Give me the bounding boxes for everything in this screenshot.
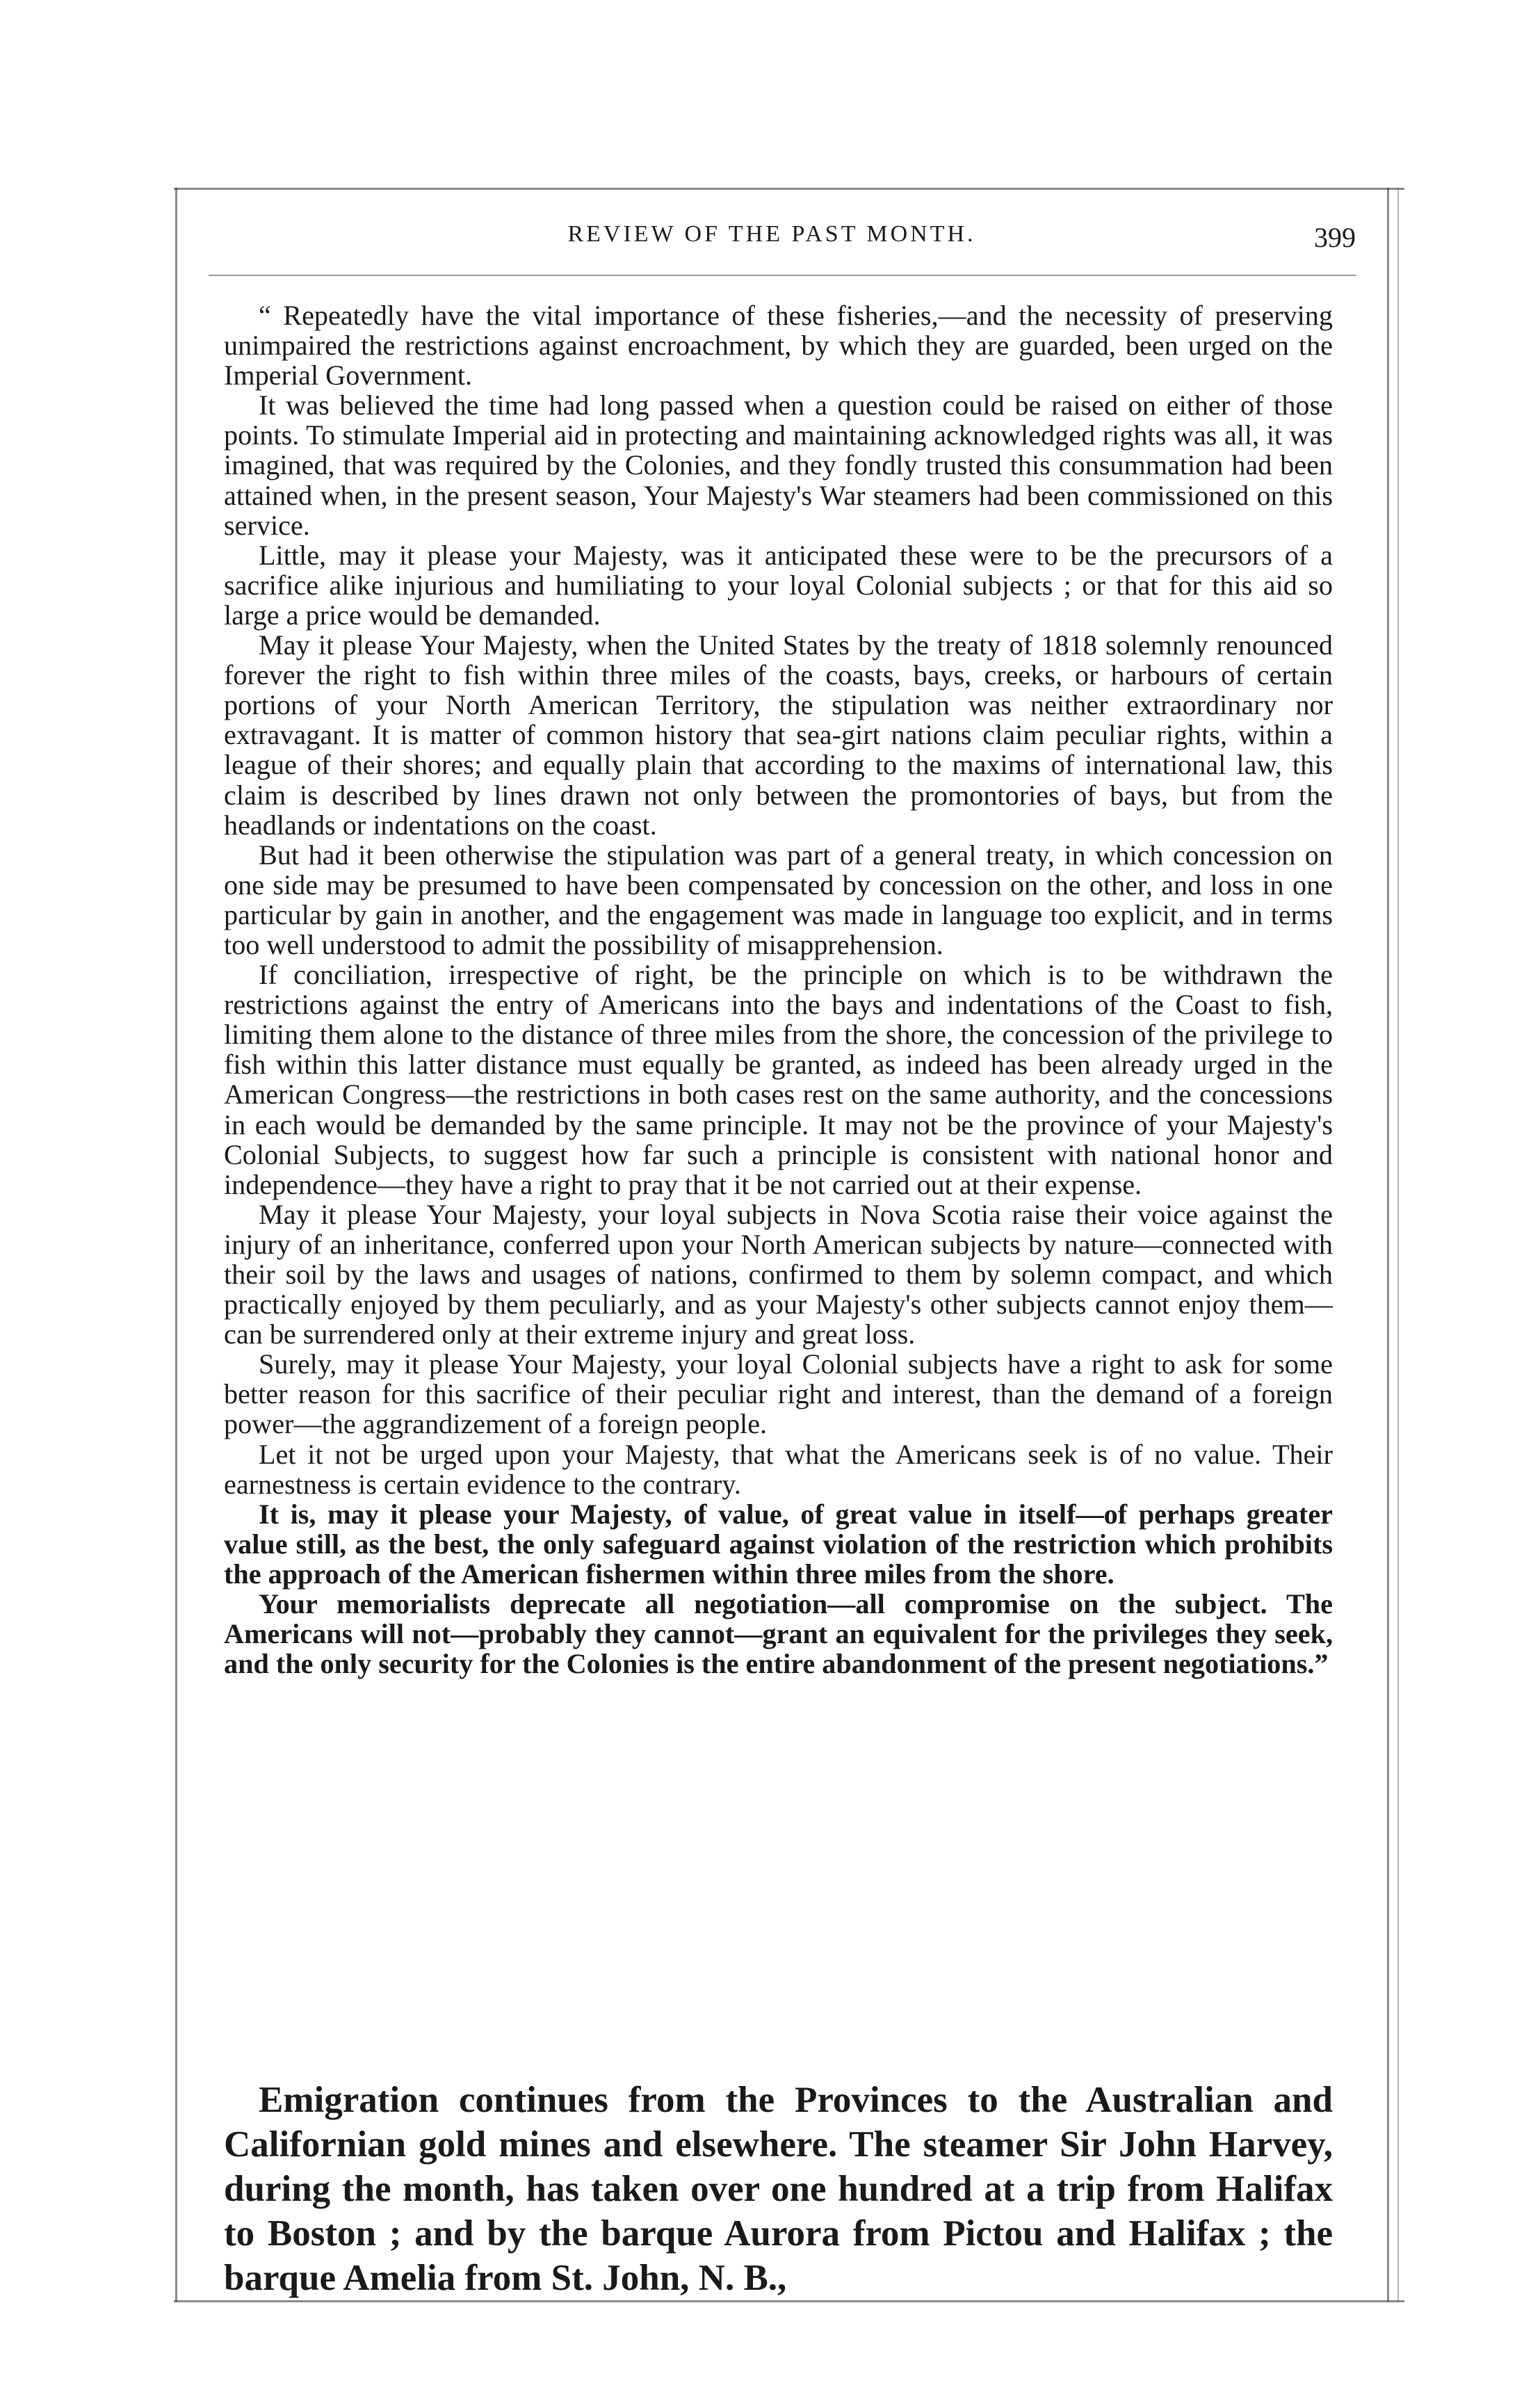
page-border-right-inner [1397, 188, 1399, 2302]
memorial-paragraph: If conciliation, irrespective of right, be the principle on which is to be withdrawn the restrictions against the entry of Americans into the bays and indentations of the Coast to fish, limiting them alone to the distance of three miles from the shore, the concession of the privilege to fish within this latter distance must equally be granted, as indeed has been already urged in the American Congress—the restrictions in both cases rest on the same authority, and the concessions in each would be demanded by the same principle. It may not be the province of your Majesty's Colonial Subjects, to suggest how far such a principle is consistent with national honor and independence—they have a right to pray that it be not carried out at their expense. [224, 959, 1333, 1200]
header-rule [209, 275, 1356, 276]
memorial-paragraph: May it please Your Majesty, your loyal subjects in Nova Scotia raise their voice against the injury of an inheritance, conferred upon your North American subjects by nature—connected with their soil by the laws and usages of nations, confirmed to them by solemn compact, and which practically enjoyed by them peculiarly, and as your Majesty's other subjects cannot enjoy them—can be surrendered only at their extreme injury and great loss. [224, 1198, 1333, 1350]
page-number: 399 [1314, 222, 1356, 253]
memorial-paragraph: It is, may it please your Majesty, of value, of great value in itself—of perhaps greater value still, as the best, the only safeguard against violation of the restriction which prohibits the approach of the American fishermen within three miles from the shore. [224, 1498, 1333, 1590]
memorial-paragraph: Surely, may it please Your Majesty, your loyal Colonial subjects have a right to ask for some better reason for this sacrifice of their peculiar right and interest, than the demand of a foreign power—the aggrandizement of a foreign people. [224, 1348, 1333, 1440]
memorial-paragraph: But had it been otherwise the stipulation was part of a general treaty, in which concession on one side may be presumed to have been compensated by concession on the other, and loss in one particular by gain in another, and the engagement was made in language too explicit, and in terms too well understood to admit the possibility of misapprehension. [224, 839, 1333, 960]
memorial-paragraph: “ Repeatedly have the vital importance of these fisheries,—and the necessity of preserving unimpaired the restrictions against encroachment, by which they are guarded, been urged on the Imperial Government. [224, 300, 1333, 391]
memorial-paragraph: Your memorialists deprecate all negotiation—all compromise on the subject. The Americans will not—probably they cannot—grant an equivalent for the privileges they seek, and the only security for the Colonies is the entire abandonment of the present negotiations.” [224, 1588, 1333, 1680]
emigration-paragraph: Emigration continues from the Provinces to the Australian and Californian gold mines and elsewhere. The steamer Sir John Harvey, during the month, has taken over one hundred at a trip from Halifax to Boston ; and by the barque Aurora from Pictou and Halifax ; the barque Amelia from St. John, N. B., [224, 2080, 1333, 2298]
page-border-left [175, 188, 177, 2302]
page-border-top [174, 188, 1404, 190]
memorial-paragraph: May it please Your Majesty, when the United States by the treaty of 1818 solemnly renounced forever the right to fish within three miles of the coasts, bays, creeks, or harbours of certain portions of your North American Territory, the stipulation was neither extraordinary nor extravagant. It is matter of common history that sea-girt nations claim peculiar rights, within a league of their shores; and equally plain that according to the maxims of international law, this claim is described by lines drawn not only between the promontories of bays, but from the headlands or indentations on the coast. [224, 629, 1333, 841]
emigration-section [224, 2078, 1333, 2300]
page-border-bottom [174, 2300, 1404, 2302]
memorial-paragraph: It was believed the time had long passed when a question could be raised on either of those points. To stimulate Imperial aid in protecting and maintaining acknowledged rights was all, it was imagined, that was required by the Colonies, and they fondly trusted this consummation had been attained when, in the present season, Your Majesty's War steamers had been commissioned on this service. [224, 389, 1333, 541]
running-title: REVIEW OF THE PAST MONTH. [567, 221, 976, 247]
running-head [188, 221, 1356, 263]
memorial-text [224, 300, 1333, 1679]
page-border-right [1387, 188, 1389, 2302]
memorial-paragraph: Little, may it please your Majesty, was it anticipated these were to be the precursors of a sacrifice alike injurious and humiliating to your loyal Colonial subjects ; or that for this aid so large a price would be demanded. [224, 539, 1333, 631]
memorial-paragraph: Let it not be urged upon your Majesty, that what the Americans seek is of no value. Their earnestness is certain evidence to the contrary. [224, 1438, 1333, 1500]
